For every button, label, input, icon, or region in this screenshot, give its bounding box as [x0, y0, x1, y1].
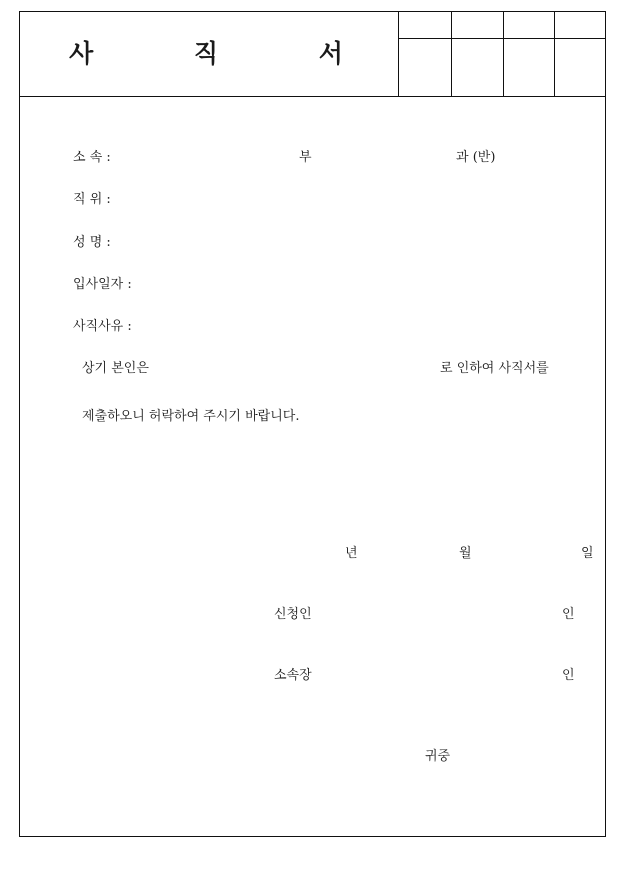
- approval-title-cell: [503, 12, 555, 39]
- form-header: [20, 12, 605, 97]
- approval-sign-cell[interactable]: [451, 39, 503, 96]
- statement-line2: 제출하오니 허락하여 주시기 바랍니다.: [82, 409, 300, 424]
- approval-sign-cell[interactable]: [554, 39, 606, 96]
- department-head-seal: 인: [562, 668, 575, 683]
- name-label: 성 명 :: [73, 235, 111, 250]
- affiliation-label: 소 속 :: [73, 150, 111, 165]
- recipient: 귀중: [425, 749, 451, 764]
- form-title: 사 직 서: [69, 39, 389, 68]
- statement-line1-end: 로 인하여 사직서를: [440, 361, 549, 376]
- position-label: 직 위 :: [73, 192, 111, 207]
- approval-title-cell: [399, 12, 451, 39]
- approval-sign-cell[interactable]: [503, 39, 555, 96]
- approval-title-cell: [451, 12, 503, 39]
- section-unit: 과 (반): [456, 150, 496, 165]
- date-year: 년: [345, 546, 358, 561]
- join-date-label: 입사일자 :: [73, 277, 132, 292]
- approval-box: [398, 12, 606, 96]
- applicant-seal: 인: [562, 607, 575, 622]
- department-head-label: 소속장: [274, 668, 312, 683]
- statement-line1-start: 상기 본인은: [82, 361, 149, 376]
- date-day: 일: [581, 546, 594, 561]
- reason-label: 사직사유 :: [73, 319, 132, 334]
- department-unit: 부: [299, 150, 312, 165]
- applicant-label: 신청인: [274, 607, 312, 622]
- date-month: 월: [459, 546, 472, 561]
- approval-title-cell: [554, 12, 606, 39]
- approval-sign-cell[interactable]: [399, 39, 451, 96]
